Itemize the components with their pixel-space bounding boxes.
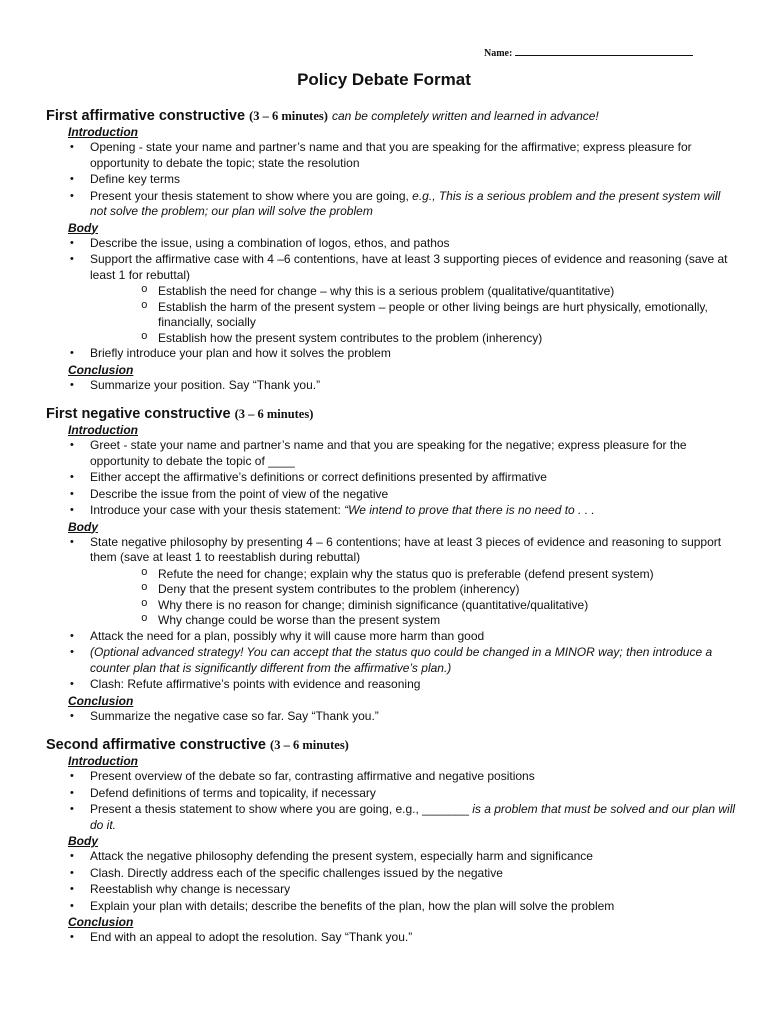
bullet-list [46, 535, 736, 566]
list-item: • Briefly introduce your plan and how it solves the problem [46, 346, 736, 362]
list-item: • Explain your plan with details; describe the benefits of the plan, how the plan will solve the problem [46, 899, 736, 915]
name-field [484, 46, 693, 59]
section-time: (3 – 6 minutes) [249, 109, 328, 123]
bullet-list [46, 378, 736, 394]
list-item: • Support the affirmative case with 4 –6 contentions, have at least 3 supporting pieces of evidence and reasoning (save at least 1 for rebuttal) [46, 252, 736, 283]
section-heading-text: Second affirmative constructive [46, 737, 266, 753]
section-first-affirmative [46, 107, 736, 393]
section-heading [46, 736, 736, 754]
list-item [46, 189, 736, 220]
subheading-introduction: Introduction [68, 125, 138, 139]
sub-bullet-list [46, 567, 736, 629]
sub-list-item: o Deny that the present system contributes to the problem (inherency) [46, 582, 736, 598]
subheading-introduction: Introduction [68, 754, 138, 768]
list-item-text: Introduce your case with your thesis statement: [90, 503, 345, 517]
subheading-body: Body [68, 220, 98, 235]
section-first-negative [46, 405, 736, 724]
bullet-list [46, 709, 736, 725]
bullet-list [46, 438, 736, 519]
subheading-introduction: Introduction [68, 423, 138, 437]
page-title: Policy Debate Format [297, 70, 471, 89]
list-item: • (Optional advanced strategy! You can accept that the status quo could be changed in a MINOR way; then introduce a counter plan that is significantly different from the affirmative’s plan.) [46, 645, 736, 676]
list-item: • Define key terms [46, 172, 736, 188]
subheading-conclusion: Conclusion [68, 362, 134, 377]
subheading-body: Body [68, 834, 98, 848]
list-item: • Describe the issue from the point of view of the negative [46, 487, 736, 503]
list-item-italic: is a problem that must be solved and our plan will do it. [90, 802, 736, 832]
sub-list-item: o Establish how the present system contributes to the problem (inherency) [46, 331, 736, 347]
section-heading-text: First affirmative constructive [46, 108, 246, 124]
section-second-affirmative [46, 736, 736, 946]
sub-list-item: o Why change could be worse than the present system [46, 613, 736, 629]
list-item: • Defend definitions of terms and topicality, if necessary [46, 786, 736, 802]
list-item [46, 503, 736, 519]
list-item: • Summarize your position. Say “Thank you.” [46, 378, 736, 394]
bullet-list [46, 629, 736, 693]
bullet-list [46, 769, 736, 833]
bullet-list [46, 236, 736, 284]
sub-bullet-list [46, 284, 736, 346]
sub-list-item: o Establish the need for change – why this is a serious problem (qualitative/quantitative) [46, 284, 736, 300]
list-item-italic: “We intend to prove that there is no need to . . . [344, 503, 595, 517]
subheading-conclusion: Conclusion [68, 915, 134, 929]
subheading-body: Body [68, 519, 98, 534]
section-time: (3 – 6 minutes) [234, 407, 314, 421]
list-item: • End with an appeal to adopt the resolution. Say “Thank you.” [46, 930, 736, 946]
list-item [46, 802, 736, 833]
list-item: • Either accept the affirmative’s definitions or correct definitions presented by affirmative [46, 470, 736, 486]
bullet-list [46, 849, 736, 914]
list-item: • Greet - state your name and partner’s name and that you are speaking for the negative; express pleasure for the opportunity to debate the topic of ____ [46, 438, 736, 469]
list-item: • Opening - state your name and partner’s name and that you are speaking for the affirmative; express pleasure for opportunity to debate the topic; state the resolution [46, 140, 736, 171]
sub-list-item: o Why there is no reason for change; diminish significance (quantitative/qualitative) [46, 598, 736, 614]
section-time: (3 – 6 minutes) [270, 738, 349, 752]
list-item: • Present overview of the debate so far, contrasting affirmative and negative positions [46, 769, 736, 785]
subheading-conclusion: Conclusion [68, 693, 134, 708]
list-item-text: Present your thesis statement to show where you are going, [90, 188, 413, 203]
list-item-italic: e.g., This is a serious problem and the present system will not solve the problem; our plan will solve the problem [90, 188, 721, 218]
list-item: • Attack the negative philosophy defending the present system, especially harm and significance [46, 849, 736, 865]
document-content [46, 107, 736, 958]
bullet-list [46, 930, 736, 946]
sub-list-item: o Establish the harm of the present system – people or other living beings are hurt physically, emotionally, financially, socially [46, 300, 736, 331]
list-item: • State negative philosophy by presenting 4 – 6 contentions; have at least 3 pieces of evidence and reasoning to support them (save at least 1 to reestablish during rebuttal) [46, 535, 736, 566]
list-item-text: Present a thesis statement to show where you are going, e.g., _______ [90, 802, 473, 816]
list-item: • Clash. Directly address each of the specific challenges issued by the negative [46, 866, 736, 882]
section-note: can be completely written and learned in advance! [331, 109, 599, 123]
list-item: • Attack the need for a plan, possibly why it will cause more harm than good [46, 629, 736, 645]
list-item: • Summarize the negative case so far. Say “Thank you.” [46, 709, 736, 725]
sub-list-item: o Refute the need for change; explain why the status quo is preferable (defend present system) [46, 567, 736, 583]
section-heading-text: First negative constructive [46, 406, 231, 422]
name-blank-line [515, 46, 693, 56]
section-heading [46, 107, 736, 125]
list-item: • Describe the issue, using a combination of logos, ethos, and pathos [46, 236, 736, 252]
section-heading [46, 405, 736, 423]
list-item: • Clash: Refute affirmative’s points with evidence and reasoning [46, 677, 736, 693]
bullet-list [46, 346, 736, 362]
bullet-list [46, 140, 736, 220]
name-label: Name: [484, 48, 513, 59]
list-item: • Reestablish why change is necessary [46, 882, 736, 898]
